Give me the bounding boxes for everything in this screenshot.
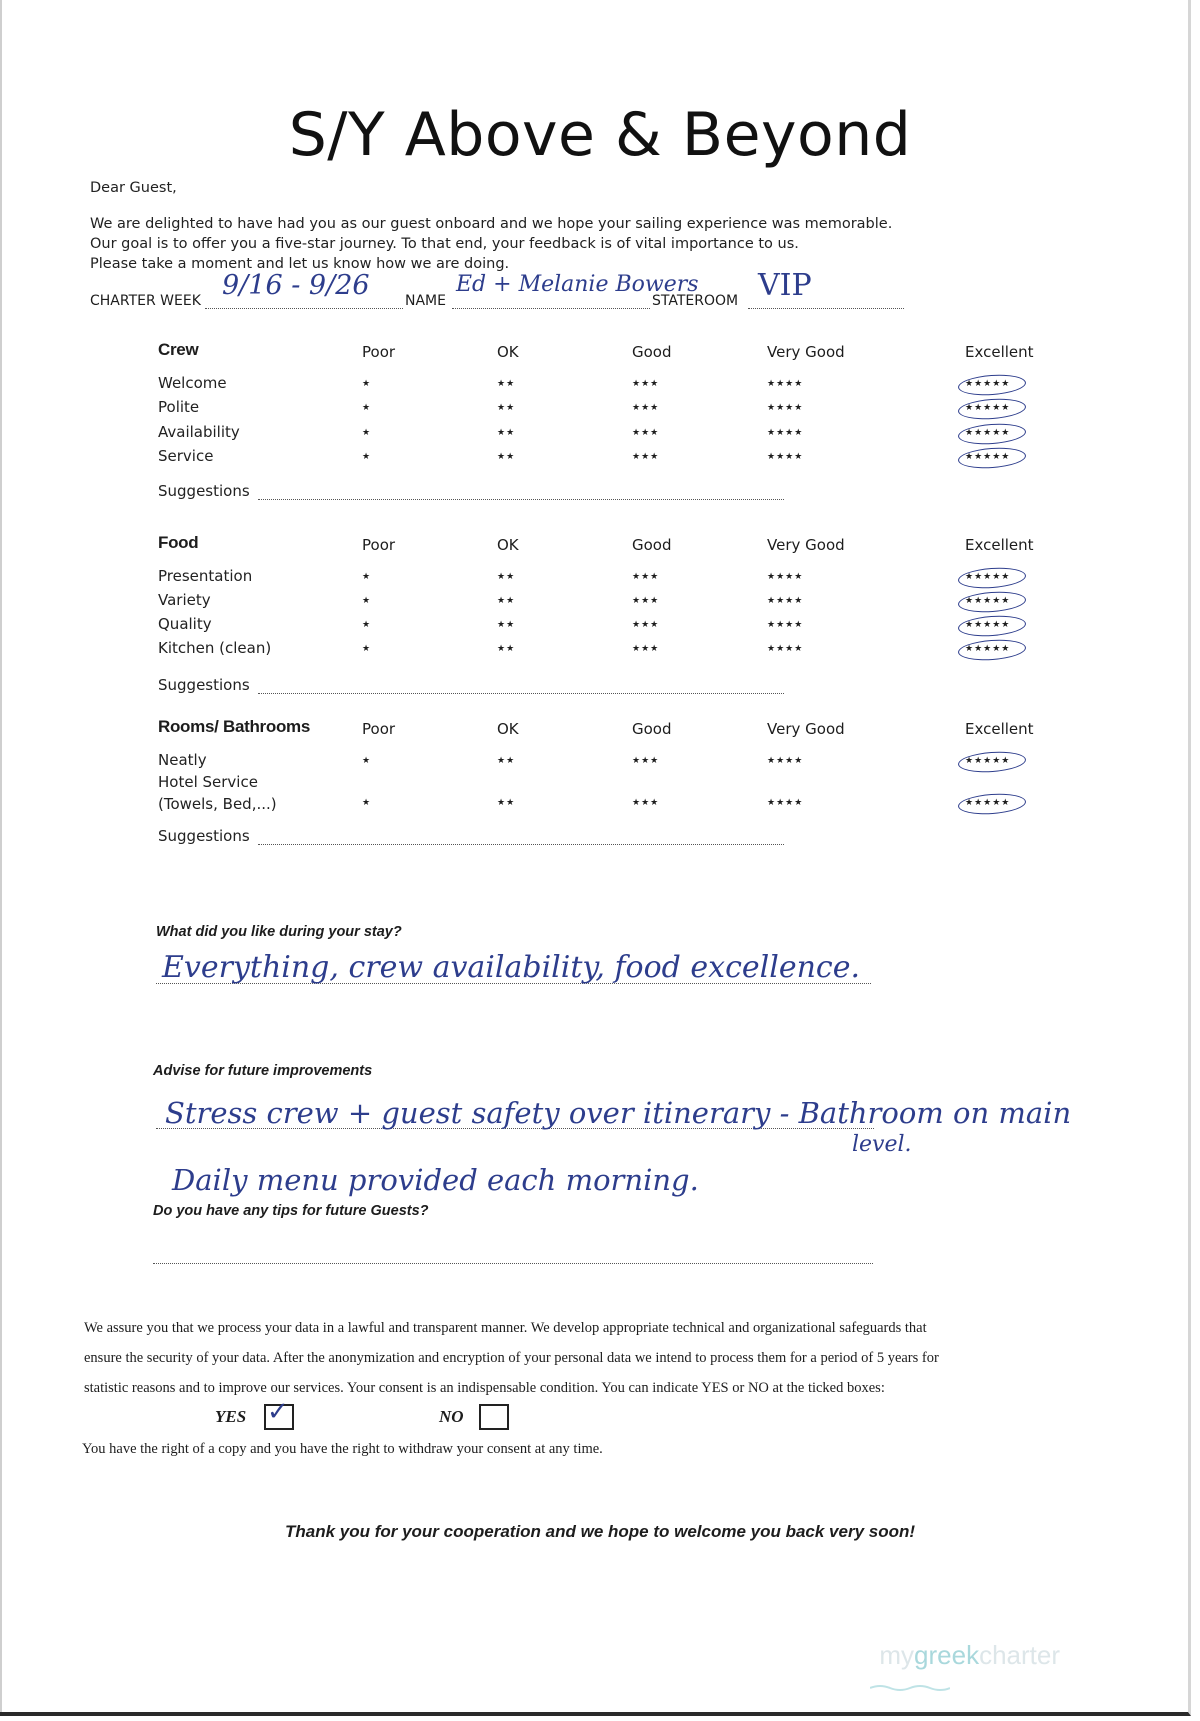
row-label-detail: (Towels, Bed,...) bbox=[158, 795, 277, 813]
rating-stars-poor[interactable]: ★ bbox=[362, 403, 372, 413]
row-label: Service bbox=[158, 447, 214, 465]
rating-stars-very-good[interactable]: ★★★★ bbox=[767, 572, 804, 582]
improve-answer-level: level. bbox=[852, 1132, 912, 1157]
watermark-part-3: charter bbox=[979, 1640, 1060, 1670]
yes-label: YES bbox=[215, 1407, 247, 1426]
charter-week-line bbox=[205, 308, 403, 309]
column-header-ok: OK bbox=[497, 343, 519, 361]
rating-stars-excellent[interactable]: ★★★★★ bbox=[965, 403, 1011, 413]
rating-stars-poor[interactable]: ★ bbox=[362, 452, 372, 462]
column-header-good: Good bbox=[632, 343, 672, 361]
rating-stars-very-good[interactable]: ★★★★ bbox=[767, 798, 804, 808]
rating-stars-ok[interactable]: ★★ bbox=[497, 379, 516, 389]
consent-line-1: We assure you that we process your data in a lawful and transparent manner. We develop appropriate technical and organizational safeguards that bbox=[84, 1320, 927, 1336]
stateroom-line bbox=[748, 308, 904, 309]
column-header-excellent: Excellent bbox=[965, 536, 1034, 554]
rating-stars-very-good[interactable]: ★★★★ bbox=[767, 620, 804, 630]
rating-stars-excellent[interactable]: ★★★★★ bbox=[965, 798, 1011, 808]
improve-answer-line-1[interactable]: Stress crew + guest safety over itinerary - Bathroom on main bbox=[165, 1096, 1072, 1130]
column-header-very-good: Very Good bbox=[767, 343, 845, 361]
suggestions-label: Suggestions bbox=[158, 827, 250, 845]
row-label: Welcome bbox=[158, 374, 227, 392]
watermark-part-2: greek bbox=[914, 1640, 980, 1670]
column-header-excellent: Excellent bbox=[965, 343, 1034, 361]
rating-stars-very-good[interactable]: ★★★★ bbox=[767, 756, 804, 766]
column-header-good: Good bbox=[632, 720, 672, 738]
intro-line-1: We are delighted to have had you as our guest onboard and we hope your sailing experience was memorable. bbox=[90, 216, 893, 232]
rating-stars-good[interactable]: ★★★ bbox=[632, 798, 660, 808]
stateroom-value[interactable]: VIP bbox=[758, 268, 812, 303]
rating-stars-excellent[interactable]: ★★★★★ bbox=[965, 620, 1011, 630]
rating-stars-poor[interactable]: ★ bbox=[362, 756, 372, 766]
rating-stars-poor[interactable]: ★ bbox=[362, 428, 372, 438]
salutation: Dear Guest, bbox=[90, 180, 177, 196]
intro-line-3: Please take a moment and let us know how we are doing. bbox=[90, 256, 510, 272]
rating-stars-excellent[interactable]: ★★★★★ bbox=[965, 572, 1011, 582]
rating-stars-ok[interactable]: ★★ bbox=[497, 798, 516, 808]
section-title: Rooms/ Bathrooms bbox=[158, 717, 310, 736]
rating-stars-excellent[interactable]: ★★★★★ bbox=[965, 452, 1011, 462]
rating-stars-poor[interactable]: ★ bbox=[362, 644, 372, 654]
intro-line-2: Our goal is to offer you a five-star journey. To that end, your feedback is of vital importance to us. bbox=[90, 236, 799, 252]
column-header-very-good: Very Good bbox=[767, 536, 845, 554]
rating-stars-excellent[interactable]: ★★★★★ bbox=[965, 428, 1011, 438]
stateroom-label: STATEROOM bbox=[652, 293, 739, 309]
tips-question: Do you have any tips for future Guests? bbox=[153, 1203, 429, 1219]
document-title: S/Y Above & Beyond bbox=[288, 100, 912, 170]
row-label: Availability bbox=[158, 423, 240, 441]
no-label: NO bbox=[439, 1407, 464, 1426]
suggestions-label: Suggestions bbox=[158, 482, 250, 500]
no-checkbox[interactable] bbox=[479, 1404, 509, 1430]
name-value[interactable]: Ed + Melanie Bowers bbox=[456, 272, 699, 297]
column-header-excellent: Excellent bbox=[965, 720, 1034, 738]
section-title: Food bbox=[158, 533, 199, 552]
section-title: Crew bbox=[158, 340, 199, 359]
consent-line-3: statistic reasons and to improve our services. Your consent is an indispensable condition. You can indicate YES or NO at the ticked boxes: bbox=[84, 1380, 885, 1396]
rating-stars-excellent[interactable]: ★★★★★ bbox=[965, 596, 1011, 606]
row-label: Kitchen (clean) bbox=[158, 639, 272, 657]
row-label: Variety bbox=[158, 591, 211, 609]
watermark-wave-icon bbox=[870, 1684, 950, 1692]
rating-stars-poor[interactable]: ★ bbox=[362, 620, 372, 630]
improve-answer-line-2[interactable]: Daily menu provided each morning. bbox=[172, 1163, 699, 1197]
rating-stars-ok[interactable]: ★★ bbox=[497, 572, 516, 582]
rating-stars-ok[interactable]: ★★ bbox=[497, 596, 516, 606]
rating-stars-very-good[interactable]: ★★★★ bbox=[767, 403, 804, 413]
watermark-logo bbox=[879, 1640, 1060, 1671]
page-left-edge bbox=[0, 0, 2, 1712]
column-header-good: Good bbox=[632, 536, 672, 554]
charter-week-value[interactable]: 9/16 - 9/26 bbox=[222, 270, 370, 301]
column-header-poor: Poor bbox=[362, 343, 396, 361]
rating-stars-very-good[interactable]: ★★★★ bbox=[767, 428, 804, 438]
charter-week-label: CHARTER WEEK bbox=[90, 293, 201, 309]
rating-stars-good[interactable]: ★★★ bbox=[632, 756, 660, 766]
rating-stars-ok[interactable]: ★★ bbox=[497, 428, 516, 438]
rating-stars-ok[interactable]: ★★ bbox=[497, 756, 516, 766]
rights-text: You have the right of a copy and you have the right to withdraw your consent at any time. bbox=[82, 1441, 603, 1457]
rating-stars-poor[interactable]: ★ bbox=[362, 798, 372, 808]
suggestions-line[interactable] bbox=[258, 693, 784, 694]
closing-message: Thank you for your cooperation and we hope to welcome you back very soon! bbox=[284, 1522, 916, 1541]
rating-stars-good[interactable]: ★★★ bbox=[632, 428, 660, 438]
rating-stars-good[interactable]: ★★★ bbox=[632, 452, 660, 462]
rating-stars-good[interactable]: ★★★ bbox=[632, 379, 660, 389]
rating-stars-very-good[interactable]: ★★★★ bbox=[767, 596, 804, 606]
rating-stars-poor[interactable]: ★ bbox=[362, 596, 372, 606]
liked-answer[interactable]: Everything, crew availability, food excellence. bbox=[162, 950, 860, 985]
rating-stars-very-good[interactable]: ★★★★ bbox=[767, 379, 804, 389]
rating-stars-good[interactable]: ★★★ bbox=[632, 620, 660, 630]
column-header-very-good: Very Good bbox=[767, 720, 845, 738]
rating-stars-good[interactable]: ★★★ bbox=[632, 403, 660, 413]
rating-stars-very-good[interactable]: ★★★★ bbox=[767, 452, 804, 462]
row-label: Presentation bbox=[158, 567, 253, 585]
name-label: NAME bbox=[405, 293, 446, 309]
consent-line-2: ensure the security of your data. After the anonymization and encryption of your personal data we intend to process them for a period of 5 years for bbox=[84, 1350, 939, 1366]
rating-stars-very-good[interactable]: ★★★★ bbox=[767, 644, 804, 654]
checkmark-icon: ✓ bbox=[267, 1397, 289, 1427]
tips-answer-line[interactable] bbox=[153, 1263, 873, 1264]
rating-stars-excellent[interactable]: ★★★★★ bbox=[965, 644, 1011, 654]
liked-question: What did you like during your stay? bbox=[156, 924, 402, 940]
rating-stars-good[interactable]: ★★★ bbox=[632, 572, 660, 582]
row-label: Neatly bbox=[158, 751, 207, 769]
suggestions-line[interactable] bbox=[258, 499, 784, 500]
rating-stars-poor[interactable]: ★ bbox=[362, 379, 372, 389]
rating-stars-good[interactable]: ★★★ bbox=[632, 644, 660, 654]
row-label: Quality bbox=[158, 615, 212, 633]
column-header-ok: OK bbox=[497, 720, 519, 738]
improve-question: Advise for future improvements bbox=[153, 1063, 373, 1079]
rating-stars-good[interactable]: ★★★ bbox=[632, 596, 660, 606]
column-header-poor: Poor bbox=[362, 720, 396, 738]
watermark-part-1: my bbox=[879, 1640, 915, 1670]
column-header-poor: Poor bbox=[362, 536, 396, 554]
suggestions-line[interactable] bbox=[258, 844, 784, 845]
rating-stars-ok[interactable]: ★★ bbox=[497, 452, 516, 462]
row-label: Hotel Service bbox=[158, 773, 258, 791]
name-line bbox=[452, 308, 650, 309]
suggestions-label: Suggestions bbox=[158, 676, 250, 694]
column-header-ok: OK bbox=[497, 536, 519, 554]
rating-stars-ok[interactable]: ★★ bbox=[497, 403, 516, 413]
rating-stars-excellent[interactable]: ★★★★★ bbox=[965, 756, 1011, 766]
rating-stars-ok[interactable]: ★★ bbox=[497, 620, 516, 630]
rating-stars-poor[interactable]: ★ bbox=[362, 572, 372, 582]
rating-stars-ok[interactable]: ★★ bbox=[497, 644, 516, 654]
row-label: Polite bbox=[158, 398, 200, 416]
rating-stars-excellent[interactable]: ★★★★★ bbox=[965, 379, 1011, 389]
